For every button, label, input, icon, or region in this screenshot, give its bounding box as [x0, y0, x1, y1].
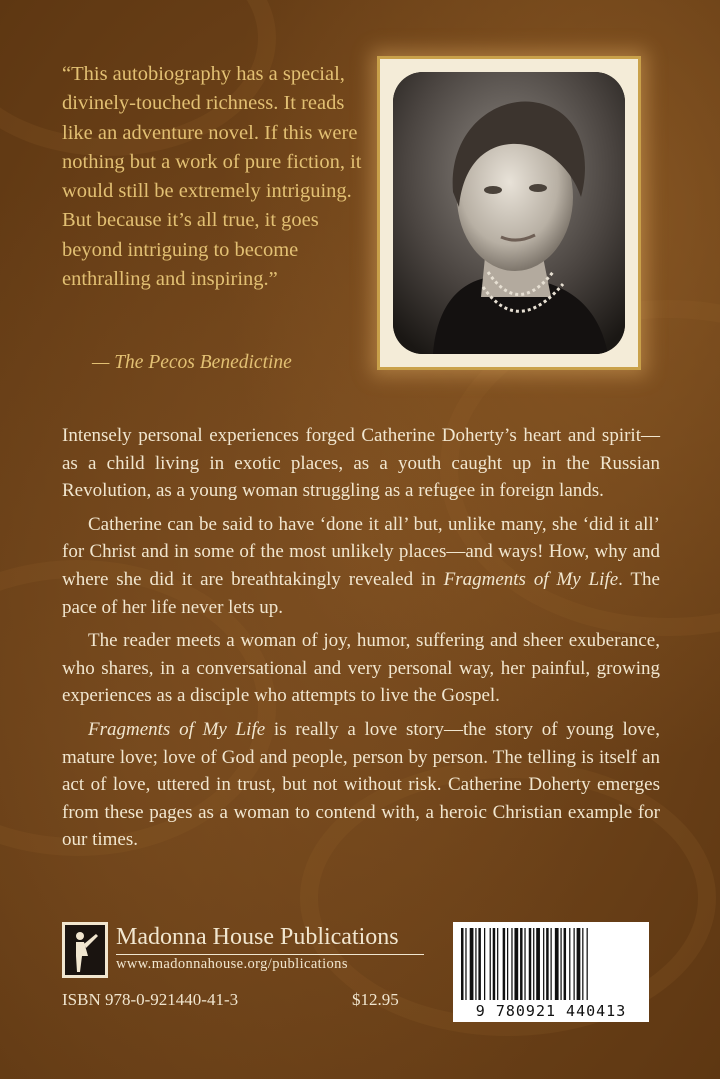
description-paragraph: Intensely personal experiences forged Catherine Doherty’s heart and spirit—as a child living in exotic places, as a youth caught up in the Russian Revolution, as a young woman struggling as a refugee in foreign lands. [62, 425, 660, 502]
isbn-barcode [453, 922, 649, 1022]
author-portrait [393, 72, 625, 354]
review-quote: “This autobiography has a special, divinely-touched richness. It reads like an adventure novel. If this were nothing but a work of pure fiction, it would still be extremely intriguing. But because it’s all true, it goes beyond intriguing to become enthralling and inspiring.” [62, 63, 362, 291]
madonna-house-logo-icon [62, 922, 108, 978]
description-text: Catherine can be said to have ‘done it all’ but, unlike many, she ‘did it all’ for Christ and in some of the most unlikely places—and ways! How, why and where she did it are breathtakingly revealed in [62, 513, 660, 590]
quote-attribution: — The Pecos Benedictine [92, 352, 292, 373]
description-paragraph: The reader meets a woman of joy, humor, suffering and sheer exuberance, who shares, in a conversational and very personal way, her painful, growing experiences as a disciple who attempts to live the Gospel. [62, 630, 660, 707]
barcode-digits: 9 780921 440413 [453, 1002, 649, 1020]
publisher-divider [116, 954, 424, 955]
portrait-image [393, 72, 625, 354]
book-description [62, 422, 660, 860]
publisher-name: Madonna House Publications [116, 924, 399, 950]
publisher-url: www.madonnahouse.org/publications [116, 956, 348, 972]
description-paragraph [62, 716, 660, 854]
book-title-italic: Fragments of My Life [443, 568, 619, 590]
publisher-block [62, 922, 424, 978]
description-paragraph [62, 511, 660, 621]
book-price: $12.95 [352, 990, 399, 1009]
description-text: is really a love story—the story of young love, mature love; love of God and people, person by person. The telling is itself an act of love, uttered in trust, but not without risk. Catherine Doherty emerges from these pages as a woman to contend with, a heroic Christian example for our times. [62, 718, 660, 851]
description-text: . The pace of her life never lets up. [62, 568, 660, 618]
portrait-frame [377, 56, 641, 370]
isbn-number: ISBN 978-0-921440-41-3 [62, 990, 239, 1009]
book-title-italic: Fragments of My Life [88, 718, 266, 740]
